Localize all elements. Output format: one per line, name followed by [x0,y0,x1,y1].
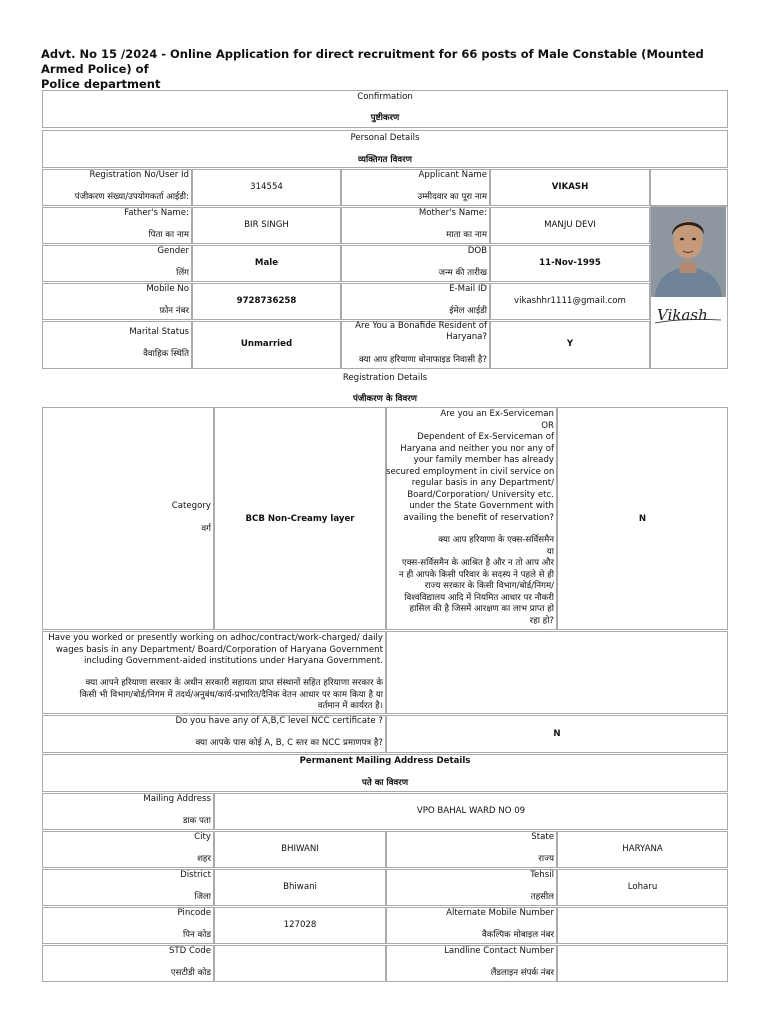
city-value: BHIWANI [281,844,319,854]
tehsil-label: Tehsil [530,870,554,880]
city-label-hindi: शहर [197,854,211,864]
confirmation-title: Confirmation [357,92,413,102]
exs-question-hindi-line-1: क्या आप हरियाणा के एक्स-सर्विसमैन [438,535,554,545]
exs-question-hindi-line-3: एक्स-सर्विसमैन के आश्रित है और न तो आप और [401,558,554,568]
altmobile-value-cell [557,907,728,944]
father-label: Father's Name: [124,208,189,218]
landline-value-cell [557,945,728,982]
exs-question-line-2: OR [541,420,554,431]
gender-label-hindi: लिंग [176,268,189,278]
mother-value: MANJU DEVI [544,220,596,230]
mother-label: Mother's Name: [418,208,487,218]
ncc-question-hindi: क्या आपके पास कोई A, B, C स्तर का NCC प्रमाणपत्र है? [195,738,383,748]
signature-image [651,298,726,328]
district-label: District [180,870,211,880]
tehsil-value: Loharu [627,882,658,892]
exs-question-hindi-line-6: विश्वविद्यालय आदि में नियमित आधार पर नौकरी [404,592,554,603]
mobile-value: 9728736258 [236,296,297,306]
email-value: vikashhr1111@gmail.com [514,296,626,306]
exs-question-hindi-line-5: राज्य सरकार के किसी विभाग/बोर्ड/निगम/ [424,581,554,591]
exs-value: N [638,514,647,524]
mailing-value: VPO BAHAL WARD NO 09 [416,806,526,816]
exs-question-line-4: Haryana and neither you nor any of [400,443,554,454]
adhoc-question-hindi-line-2: किसी भी विभाग/बोर्ड/निगम में तदर्थ/अनुबंध/कार्य-प्रभारित/दैनिक वेतन आधार पर काम किया है या [79,689,383,700]
exs-question-line-1: Are you an Ex-Serviceman [440,409,554,419]
exs-question-line-7: regular basis in any Department/ [411,478,554,488]
dob-label-hindi: जन्म की तारीख [438,268,487,278]
marital-label-hindi: वैवाहिक स्थिति [143,349,189,359]
state-label-hindi: राज्य [538,854,554,864]
exs-question-line-10: availing the benefit of reservation? [403,512,554,523]
gender-value: Male [254,258,279,268]
state-value: HARYANA [622,844,663,854]
district-label-hindi: जिला [194,892,211,902]
name-value: VIKASH [551,182,589,192]
adhoc-question-line-3: including Government-aided institutions under Haryana Government. [84,656,383,666]
category-label: Category [171,501,211,511]
address-details-title-hindi: पते का विवरण [361,778,409,788]
ncc-value: N [553,729,561,739]
email-label: E-Mail ID [449,284,487,294]
applicant-photo [651,207,726,297]
page-heading [41,47,721,92]
category-label-hindi: वर्ग [201,524,211,534]
exs-question-hindi-line-7: हासिल की है जिसमें आरक्षण का लाभ प्राप्त हो [409,604,554,614]
adhoc-question-line-2: wages basis in any Department/ Board/Corporation of Haryana Government [55,644,383,655]
pincode-label: Pincode [177,908,211,918]
altmobile-label: Alternate Mobile Number [446,908,554,918]
adhoc-question-line-1: Have you worked or presently working on adhoc/contract/work-charged/ daily [48,633,383,643]
reg-value: 314554 [250,182,283,192]
exs-question-line-6: secured employment in civil service on [386,466,555,477]
resident-value: Y [566,339,574,349]
registration-details-title: Registration Details [342,373,428,383]
std-label-hindi: एसटीडी कोड [170,968,211,978]
landline-label: Landline Contact Number [444,946,554,956]
landline-label-hindi: लैंडलाइन संपर्क नंबर [490,968,554,978]
exs-question-hindi-line-4: न ही आपके किसी परिवार के सदस्य ने पहले से ही [398,569,554,580]
marital-value: Unmarried [240,339,293,349]
pincode-label-hindi: पिन कोड [182,930,211,940]
std-value-cell [214,945,386,982]
registration-details-title-hindi: पंजीकरण के विवरण [353,394,417,404]
heading-line-2: Police department [41,77,161,91]
ncc-question: Do you have any of A,B,C level NCC certificate ? [175,716,383,726]
address-details-title: Permanent Mailing Address Details [299,756,471,766]
adhoc-value-cell [386,631,728,714]
city-label: City [194,832,211,842]
category-value: BCB Non-Creamy layer [245,514,355,524]
category-label-cell [42,407,214,630]
tehsil-label-hindi: तहसील [530,892,554,902]
name-label: Applicant Name [418,170,487,180]
exs-question-hindi-line-8: रहा हो? [529,615,554,626]
exs-question-line-9: under the State Government with [409,501,554,511]
mailing-label: Mailing Address [143,794,211,804]
exs-question-line-8: Board/Corporation/ University etc. [407,489,554,500]
email-label-hindi: ईमेल आईडी [449,306,487,316]
applicant-photo-image [651,207,726,297]
std-label: STD Code [168,946,211,956]
mobile-label: Mobile No [146,284,189,294]
dob-value: 11-Nov-1995 [539,258,601,268]
name-label-hindi: उम्मीदवार का पूरा नाम [417,192,487,202]
district-value: Bhiwani [283,882,317,892]
personal-details-title: Personal Details [350,133,420,143]
father-label-hindi: पिता का नाम [148,230,189,240]
resident-label-line-2: Haryana? [446,332,487,342]
reg-label-hindi: पंजीकरण संख्या/उपयोगकर्ता आईडी: [74,192,189,202]
gender-label: Gender [157,246,189,256]
personal-details-title-hindi: व्यक्तिगत विवरण [358,155,412,165]
heading-line-1: Advt. No 15 /2024 - Online Application for direct recruitment for 66 posts of Male Constable (Mounted Armed Police) of [41,47,704,76]
applicant-signature [651,298,726,328]
adhoc-question-hindi-line-3: वर्तमान में कार्यरत है। [317,701,383,711]
reg-label: Registration No/User Id [89,170,189,180]
father-value: BIR SINGH [244,220,289,230]
mother-label-hindi: माता का नाम [446,230,487,240]
signature-text: Vikash [657,306,708,324]
mobile-label-hindi: फ़ोन नंबर [159,306,189,316]
resident-label-hindi: क्या आप हरियाणा बोनाफाइड निवासी है? [358,355,487,365]
pincode-value: 127028 [283,920,317,930]
mailing-label-hindi: डाक पता [182,816,211,826]
altmobile-label-hindi: वैकल्पिक मोबाइल नंबर [482,930,554,940]
exs-question-hindi-line-2: या [546,546,554,557]
photo-top-cell [650,169,728,206]
exs-question-line-3: Dependent of Ex-Serviceman of [417,432,554,442]
resident-label-line-1: Are You a Bonafide Resident of [355,321,487,331]
marital-label: Marital Status [129,327,189,337]
confirmation-title-hindi: पुष्टीकरण [370,113,400,123]
state-label: State [531,832,554,842]
adhoc-question-hindi-line-1: क्या आपने हरियाणा सरकार के अधीन सरकारी सहायता प्राप्त संस्थानों सहित हरियाणा सरकार के [85,678,383,688]
dob-label: DOB [467,246,487,256]
exs-question-line-5: your family member has already [413,455,554,465]
